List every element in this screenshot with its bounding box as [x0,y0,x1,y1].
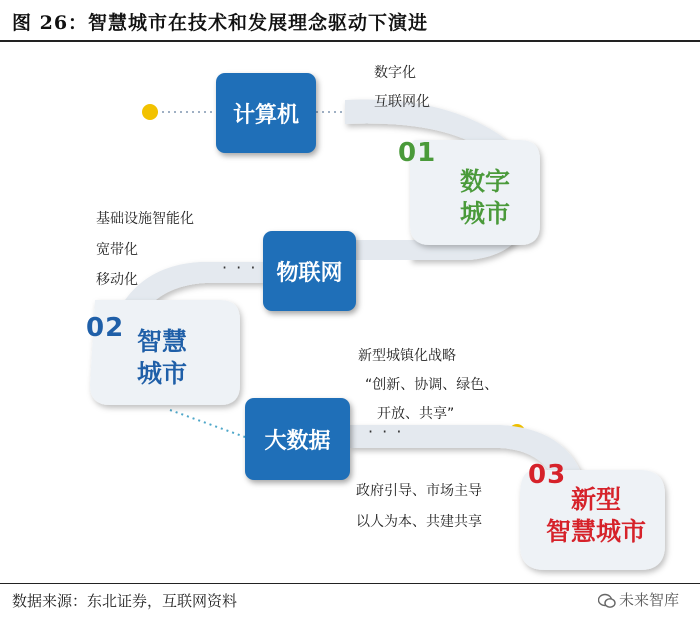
stage-label-smart-city: 智慧 城市 [136,327,187,388]
note: 开放、共享” [377,406,455,422]
start-dot-icon [142,104,158,120]
note: 移动化 [96,272,138,288]
wechat-icon [598,593,616,609]
note: 互联网化 [374,94,430,110]
stage-number-01: 01 [398,138,437,168]
ellipsis-dots: · · · [222,258,258,277]
note: 宽带化 [96,242,138,258]
note: 新型城镇化战略 [358,348,456,364]
ellipsis-dots: · · · [368,422,404,441]
note: 基础设施智能化 [96,211,194,227]
stage-number-03: 03 [528,460,567,490]
source-note: 数据来源：东北证券，互联网资料 [12,592,238,610]
watermark: 未来智库 [598,589,679,610]
tech-box-bigdata: 大数据 [245,398,350,480]
note: “创新、协调、绿色、 [365,377,499,393]
flow-band [356,240,410,260]
bottom-rule [0,583,700,584]
tech-box-computer: 计算机 [216,73,316,153]
connector-line [170,410,245,437]
note: 以人为本、共建共享 [356,514,482,530]
stage-number-02: 02 [86,313,125,343]
stage-label-digital-city: 数字 城市 [459,167,510,228]
tech-box-iot: 物联网 [263,231,356,311]
figure-title: 图 26：智慧城市在技术和发展理念驱动下演进 [12,12,429,34]
note: 数字化 [374,65,416,81]
stage-label-new-smart-city: 新型 智慧城市 [545,485,646,546]
note: 政府引导、市场主导 [356,483,482,499]
